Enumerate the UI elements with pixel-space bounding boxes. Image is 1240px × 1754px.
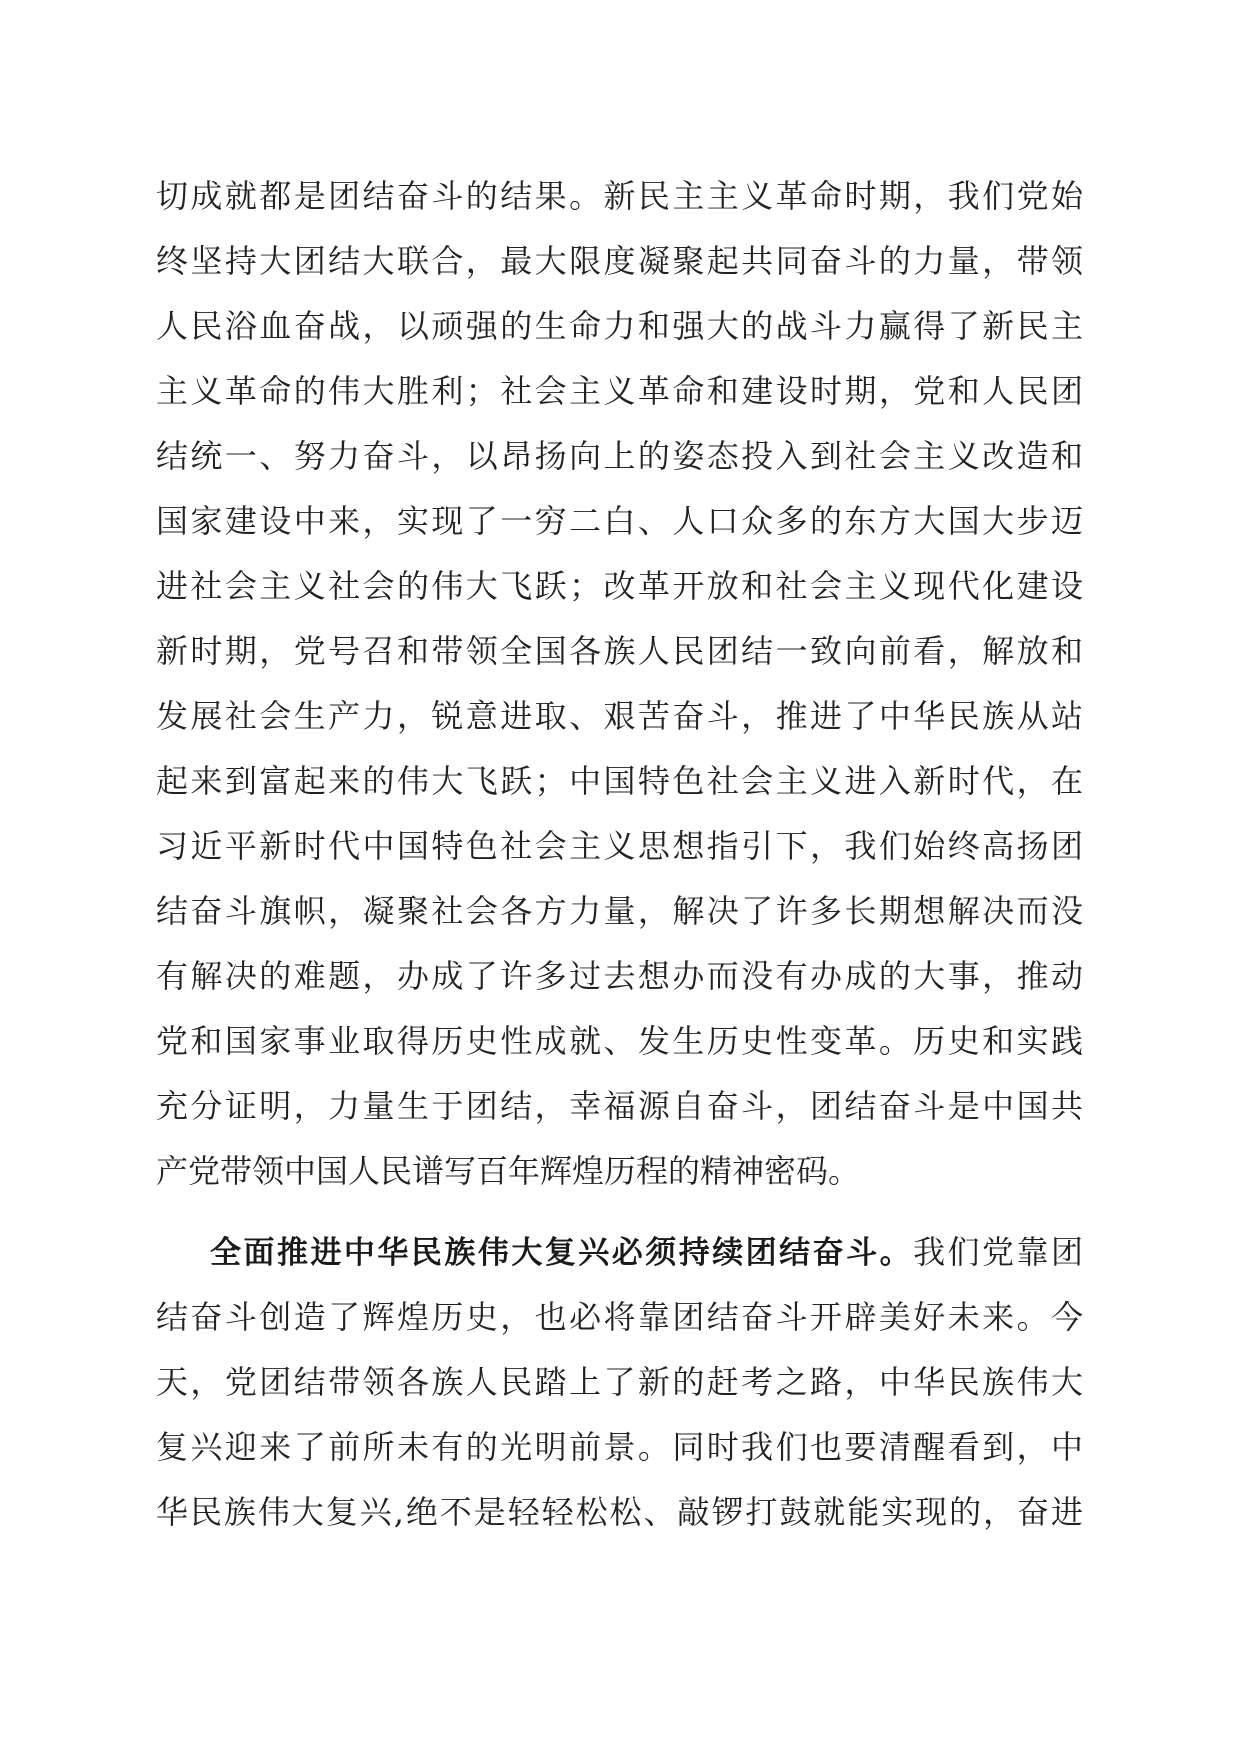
document-body (156, 164, 1083, 1545)
text-line: 复兴迎来了前所未有的光明前景。同时我们也要清醒看到，中 (156, 1428, 1083, 1466)
text-line: 终坚持大团结大联合，最大限度凝聚起共同奋斗的力量，带领 (156, 242, 1083, 280)
text-line: 国家建设中来，实现了一穷二白、人口众多的东方大国大步迈 (156, 502, 1083, 540)
paragraph-2 (156, 1220, 1083, 1545)
text-line: 充分证明，力量生于团结，幸福源自奋斗，团结奋斗是中国共 (156, 1087, 1083, 1125)
text-line-first (156, 1220, 1083, 1285)
text-line: 党和国家事业取得历史性成就、发生历史性变革。历史和实践 (156, 1022, 1083, 1060)
paragraph-spacer (156, 1204, 1083, 1220)
text-line: 主义革命的伟大胜利；社会主义革命和建设时期，党和人民团 (156, 372, 1083, 410)
text-line: 结奋斗创造了辉煌历史，也必将靠团结奋斗开辟美好未来。今 (156, 1298, 1083, 1336)
paragraph-heading: 全面推进中华民族伟大复兴必须持续团结奋斗。 (210, 1235, 914, 1271)
text-line: 结奋斗旗帜，凝聚社会各方力量，解决了许多长期想解决而没 (156, 892, 1083, 930)
text-line: 起来到富起来的伟大飞跃；中国特色社会主义进入新时代，在 (156, 762, 1083, 800)
text-line: 切成就都是团结奋斗的结果。新民主主义革命时期，我们党始 (156, 177, 1083, 215)
paragraph-1 (156, 164, 1083, 1204)
text-line: 习近平新时代中国特色社会主义思想指引下，我们始终高扬团 (156, 827, 1083, 865)
text-line: 新时期，党号召和带领全国各族人民团结一致向前看，解放和 (156, 632, 1083, 670)
text-line: 华民族伟大复兴,绝不是轻轻松松、敲锣打鼓就能实现的，奋进 (156, 1493, 1083, 1531)
text-line: 天，党团结带领各族人民踏上了新的赶考之路，中华民族伟大 (156, 1363, 1083, 1401)
text-line: 结统一、努力奋斗，以昂扬向上的姿态投入到社会主义改造和 (156, 437, 1083, 475)
text-line: 有解决的难题，办成了许多过去想办而没有办成的大事，推动 (156, 957, 1083, 995)
text-line: 发展社会生产力，锐意进取、艰苦奋斗，推进了中华民族从站 (156, 697, 1083, 735)
text-line: 进社会主义社会的伟大飞跃；改革开放和社会主义现代化建设 (156, 567, 1083, 605)
heading-line-rest: 我们党靠团 (913, 1233, 1083, 1271)
text-line: 人民浴血奋战，以顽强的生命力和强大的战斗力赢得了新民主 (156, 307, 1083, 345)
text-line: 产党带领中国人民谱写百年辉煌历程的精神密码。 (156, 1152, 861, 1190)
